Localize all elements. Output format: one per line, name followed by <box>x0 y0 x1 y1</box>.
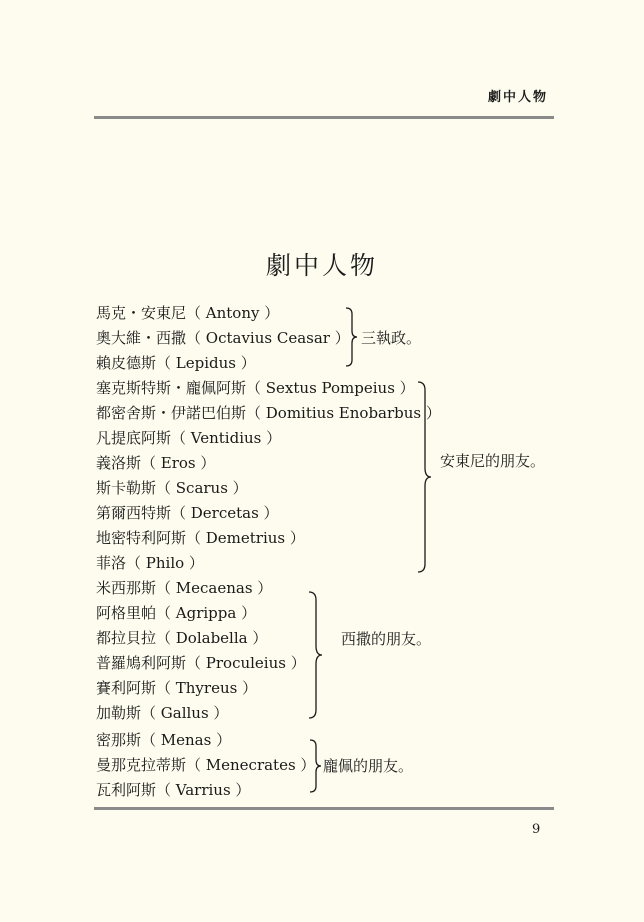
group-brace <box>416 380 432 574</box>
group-brace <box>307 590 323 720</box>
page-number: 9 <box>532 822 541 837</box>
character-name: 塞克斯特斯・龐佩阿斯（ Sextus Pompeius ） <box>96 379 415 397</box>
character-name: 地密特利阿斯（ Demetrius ） <box>96 529 305 547</box>
character-name: 第爾西特斯（ Dercetas ） <box>96 504 279 522</box>
character-name: 義洛斯（ Eros ） <box>96 454 216 472</box>
group-label: 龐佩的朋友。 <box>323 757 414 775</box>
group-label: 三執政。 <box>361 329 422 347</box>
group-label: 西撒的朋友。 <box>341 630 432 648</box>
character-name: 曼那克拉蒂斯（ Menecrates ） <box>96 756 316 774</box>
character-name: 米西那斯（ Mecaenas ） <box>96 579 273 597</box>
character-name: 都密舍斯・伊諾巴伯斯（ Domitius Enobarbus ） <box>96 404 441 422</box>
character-name: 加勒斯（ Gallus ） <box>96 704 229 722</box>
character-name: 普羅鳩利阿斯（ Proculeius ） <box>96 654 306 672</box>
group-label: 安東尼的朋友。 <box>440 452 546 470</box>
character-name: 賴皮德斯（ Lepidus ） <box>96 354 256 372</box>
group-brace <box>344 306 358 368</box>
character-name: 瓦利阿斯（ Varrius ） <box>96 781 251 799</box>
character-name: 阿格里帕（ Agrippa ） <box>96 604 257 622</box>
running-head: 劇中人物 <box>487 90 548 105</box>
character-name: 密那斯（ Menas ） <box>96 731 232 749</box>
character-name: 菲洛（ Philo ） <box>96 554 204 572</box>
character-name: 奧大維・西撒（ Octavius Ceasar ） <box>96 329 350 347</box>
group-brace <box>308 738 322 794</box>
header-rule <box>94 116 554 119</box>
character-name: 都拉貝拉（ Dolabella ） <box>96 629 268 647</box>
page-title: 劇中人物 <box>265 251 378 280</box>
footer-rule <box>94 807 554 810</box>
character-name: 賽利阿斯（ Thyreus ） <box>96 679 258 697</box>
character-name: 凡提底阿斯（ Ventidius ） <box>96 429 282 447</box>
character-name: 斯卡勒斯（ Scarus ） <box>96 479 248 497</box>
character-name: 馬克・安東尼（ Antony ） <box>96 304 280 322</box>
